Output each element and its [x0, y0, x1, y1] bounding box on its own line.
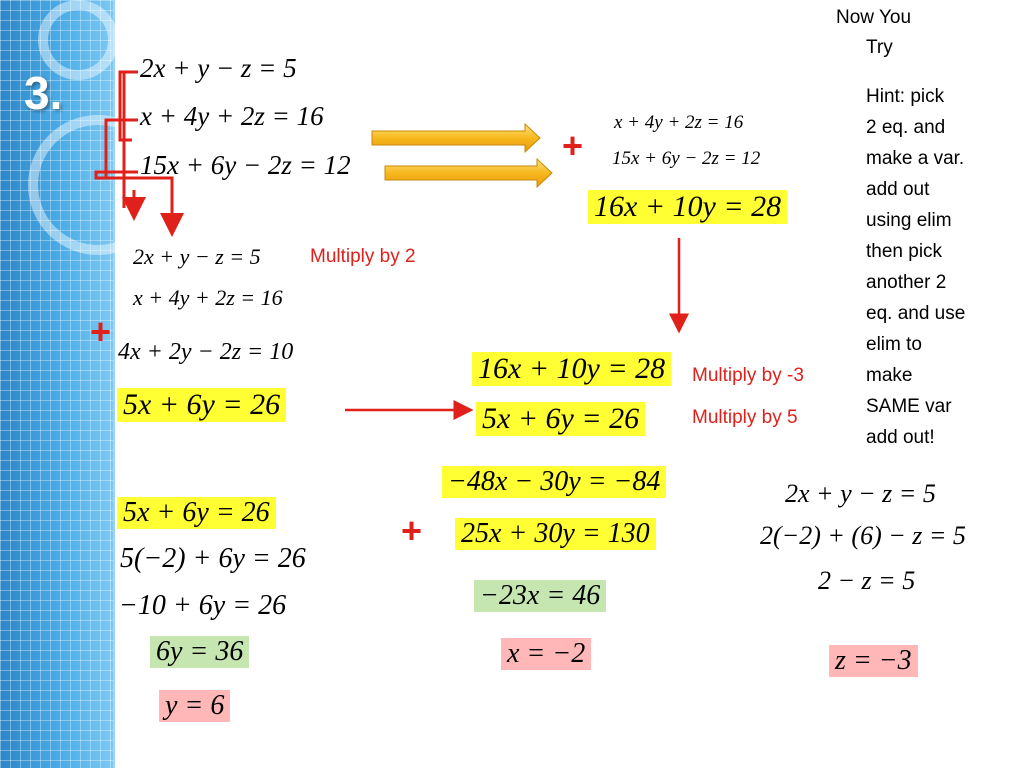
step1-plus-sign: +: [562, 125, 584, 166]
hint-line: make: [866, 365, 913, 386]
hint-line: then pick: [866, 241, 943, 262]
step5-line-3: 2 − z = 5: [818, 566, 916, 595]
hint-line: elim to: [866, 334, 922, 355]
x-value: x = −2: [501, 638, 591, 670]
step3-eq-1: 16x + 10y = 28: [472, 352, 671, 386]
hint-line: add out!: [866, 427, 935, 448]
yellow-arrow-1: [372, 124, 540, 152]
step5-line-2: 2(−2) + (6) − z = 5: [760, 521, 966, 550]
step2-result: 5x + 6y = 26: [117, 388, 286, 422]
system-eq-3: 15x + 6y − 2z = 12: [140, 150, 351, 180]
try-label: Try: [866, 37, 893, 58]
y-value: y = 6: [159, 690, 230, 722]
step2-eq-2: x + 4y + 2z = 16: [133, 285, 283, 310]
hint-line: eq. and use: [866, 303, 966, 324]
now-you-label: Now You: [836, 7, 912, 28]
step1-eq-2: 15x + 6y − 2z = 12: [612, 148, 761, 169]
hint-line: make a var.: [866, 148, 965, 169]
step3-eq-2: 5x + 6y = 26: [476, 402, 645, 436]
yellow-arrow-2: [385, 159, 552, 187]
step1-eq-1: x + 4y + 2z = 16: [614, 112, 744, 133]
hint-line: 2 eq. and: [866, 117, 946, 138]
system-eq-1: 2x + y − z = 5: [140, 53, 297, 83]
multiply-by-2-label: Multiply by 2: [310, 246, 416, 267]
step1-result: 16x + 10y = 28: [588, 190, 787, 224]
hint-line: using elim: [866, 210, 952, 231]
step2-eq-3: 4x + 2y − 2z = 10: [118, 339, 294, 365]
hint-line: SAME var: [866, 396, 952, 417]
z-value: z = −3: [829, 645, 918, 677]
hint-line: add out: [866, 179, 930, 200]
step3-eq-4: 25x + 30y = 130: [455, 518, 656, 550]
step5-line-1: 2x + y − z = 5: [785, 479, 936, 508]
step2-eq-1: 2x + y − z = 5: [133, 244, 261, 269]
step2-plus-sign: +: [90, 311, 112, 352]
step3-eq-3: −48x − 30y = −84: [442, 466, 666, 498]
multiply-by-5-label: Multiply by 5: [692, 407, 798, 428]
step3-plus-sign: +: [401, 510, 423, 551]
hint-line: Hint: pick: [866, 86, 945, 107]
step4-result: 6y = 36: [150, 636, 249, 668]
system-eq-2: x + 4y + 2z = 16: [140, 101, 324, 131]
step3-result: −23x = 46: [474, 580, 606, 612]
slide-number: 3.: [24, 67, 63, 119]
step4-line-1: 5x + 6y = 26: [117, 497, 276, 529]
step4-line-3: −10 + 6y = 26: [119, 590, 287, 621]
hint-line: another 2: [866, 272, 947, 293]
step4-line-2: 5(−2) + 6y = 26: [120, 543, 306, 574]
multiply-by-neg3-label: Multiply by -3: [692, 365, 804, 386]
